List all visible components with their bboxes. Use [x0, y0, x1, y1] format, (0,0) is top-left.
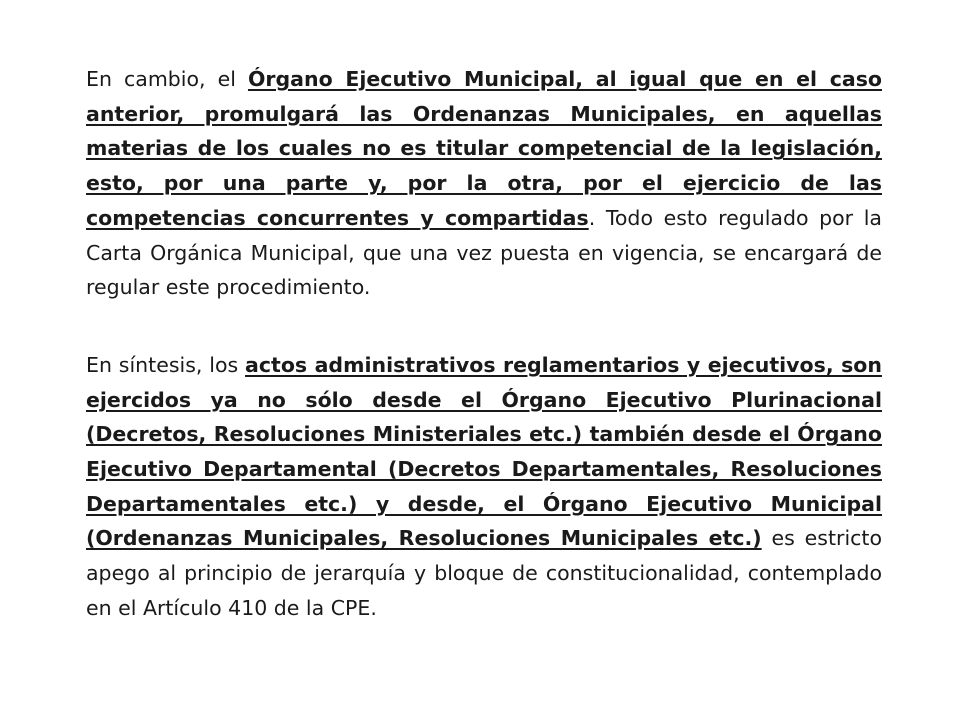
- paragraph-1-emphasis: Órgano Ejecutivo Municipal, al igual que en el caso anterior, promulgará las Ordenanzas Municipales, en aquellas materias de los cuales no es titular competencial de la legislación, esto, por una parte y, por la otra, por el ejercicio de las competencias concurrentes y compartidas: [86, 67, 882, 230]
- paragraph-2: [86, 348, 882, 626]
- paragraph-1: [86, 62, 882, 305]
- paragraph-1-tail: . Todo esto regulado por la Carta Orgánica Municipal, que una vez puesta en vigencia, se encargará de regular este procedimiento.: [86, 205, 882, 300]
- paragraph-2-tail: es estricto apego al principio de jerarquía y bloque de constitucionalidad, contemplado en el Artículo 410 de la CPE.: [86, 526, 882, 620]
- paragraph-1-intro: En cambio, el: [86, 67, 248, 91]
- paragraph-2-intro: En síntesis, los: [86, 352, 246, 377]
- paragraph-2-emphasis: actos administrativos reglamentarios y ejecutivos, son ejercidos ya no sólo desde el Órgano Ejecutivo Plurinacional (Decretos, Resoluciones Ministeriales etc.) también desde el Órgano Ejecutivo Departamental (Decretos Departamentales, Resoluciones Departamentales etc.) y desde, el Órgano Ejecutivo Municipal (Ordenanzas Municipales, Resoluciones Municipales etc.): [86, 352, 882, 551]
- slide-body: [86, 62, 882, 626]
